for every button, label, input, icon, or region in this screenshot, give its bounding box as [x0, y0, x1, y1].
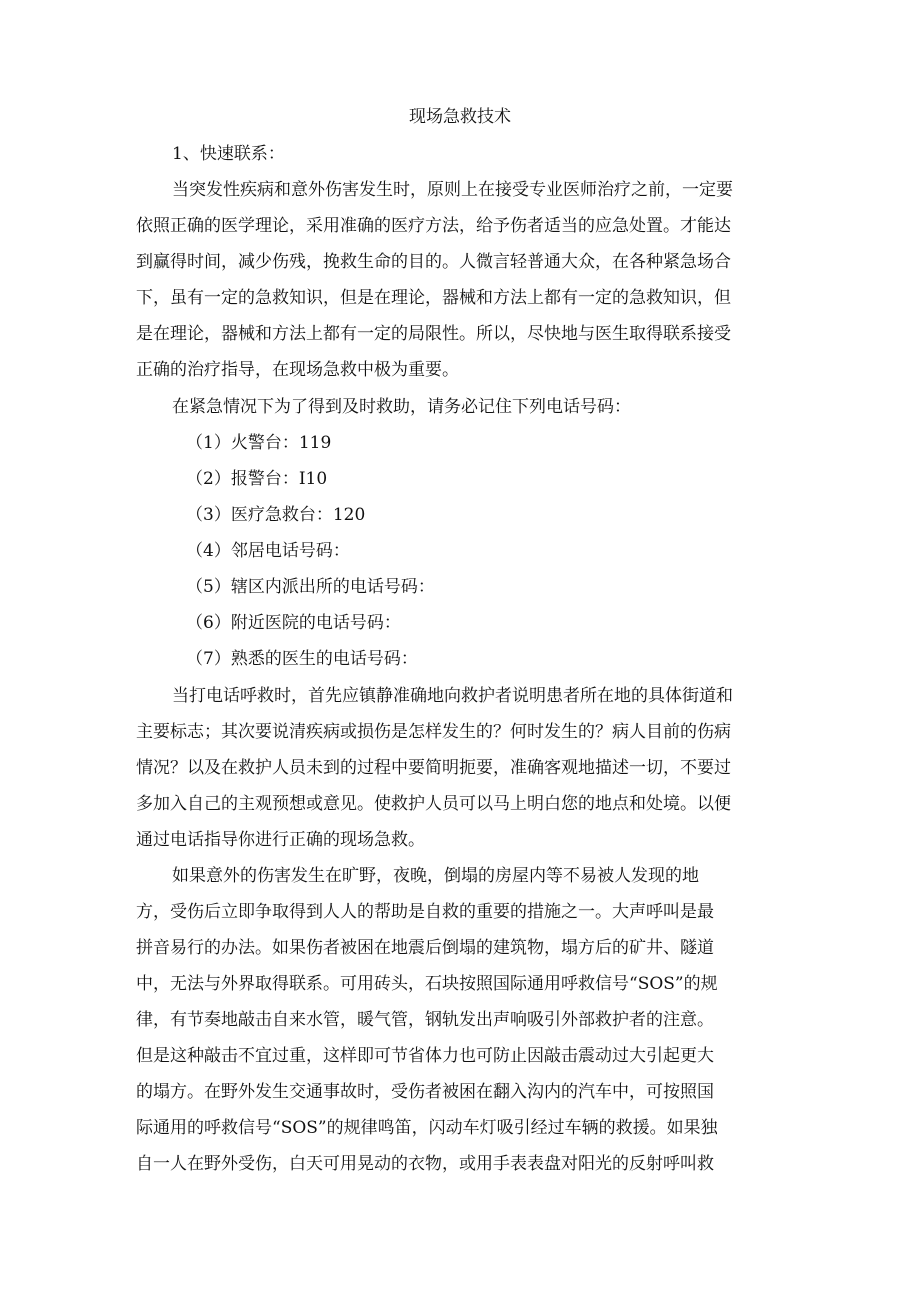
paragraph-line: 通过电话指导你进行正确的现场急救。 [136, 830, 425, 850]
paragraph-line: 当突发性疾病和意外伤害发生时，原则上在接受专业医师治疗之前，一定要 [172, 180, 733, 200]
paragraph-line: 到赢得时间，减少伤残，挽救生命的目的。人微言轻普通大众，在各种紧急场合 [136, 252, 731, 272]
paragraph-line: 主要标志；其次要说清疾病或损伤是怎样发生的？何时发生的？病人目前的伤病 [136, 722, 731, 742]
paragraph-line: 是在理论，器械和方法上都有一定的局限性。所以，尽快地与医生取得联系接受 [136, 324, 731, 344]
paragraph-line: 方，受伤后立即争取得到人人的帮助是自救的重要的措施之一。大声呼叫是最 [136, 902, 714, 922]
paragraph-line: 自一人在野外受伤，白天可用晃动的衣物，或用手表表盘对阳光的反射呼叫救 [136, 1154, 714, 1174]
paragraph-line: 际通用的呼救信号“SOS”的规律鸣笛，闪动车灯吸引经过车辆的救援。如果独 [136, 1118, 718, 1138]
paragraph-line: 情况？以及在救护人员未到的过程中要简明扼要，准确客观地描述一切，不要过 [136, 758, 731, 778]
paragraph-line: 下，虽有一定的急救知识，但是在理论，器械和方法上都有一定的急救知识，但 [136, 288, 731, 308]
paragraph-line: 中，无法与外界取得联系。可用砖头，石块按照国际通用呼救信号“SOS”的规 [136, 974, 718, 994]
paragraph-line: 当打电话呼救时，首先应镇静准确地向救护者说明患者所在地的具体街道和 [172, 686, 733, 706]
paragraph-line: 正确的治疗指导，在现场急救中极为重要。 [136, 360, 459, 380]
paragraph-line: 拼音易行的办法。如果伤者被困在地震后倒塌的建筑物，塌方后的矿井、隧道 [136, 938, 714, 958]
paragraph-line: 多加入自己的主观预想或意见。使救护人员可以马上明白您的地点和处境。以便 [136, 794, 731, 814]
list-item: （2）报警台：I10 [186, 469, 328, 489]
list-item: （3）医疗急救台：120 [186, 505, 366, 525]
list-item: （4）邻居电话号码： [186, 541, 350, 561]
paragraph-line: 如果意外的伤害发生在旷野，夜晚，倒塌的房屋内等不易被人发现的地 [172, 866, 699, 886]
section-heading: 1、快速联系： [172, 144, 285, 164]
list-item: （7）熟悉的医生的电话号码： [186, 649, 418, 669]
list-item: （1）火警台：119 [186, 433, 332, 453]
paragraph-line: 的塌方。在野外发生交通事故时，受伤者被困在翻入沟内的汽车中，可按照国 [136, 1082, 714, 1102]
paragraph-2: 在紧急情况下为了得到及时救助，请务必记住下列电话号码： [172, 397, 631, 417]
list-item: （6）附近医院的电话号码： [186, 613, 401, 633]
list-item: （5）辖区内派出所的电话号码： [186, 577, 435, 597]
paragraph-line: 律，有节奏地敲击自来水管，暖气管，钢轨发出声响吸引外部救护者的注意。 [136, 1010, 714, 1030]
document-title: 现场急救技术 [409, 107, 511, 127]
paragraph-line: 但是这种敲击不宜过重，这样即可节省体力也可防止因敲击震动过大引起更大 [136, 1046, 714, 1066]
paragraph-line: 依照正确的医学理论，采用准确的医疗方法，给予伤者适当的应急处置。才能达 [136, 216, 731, 236]
